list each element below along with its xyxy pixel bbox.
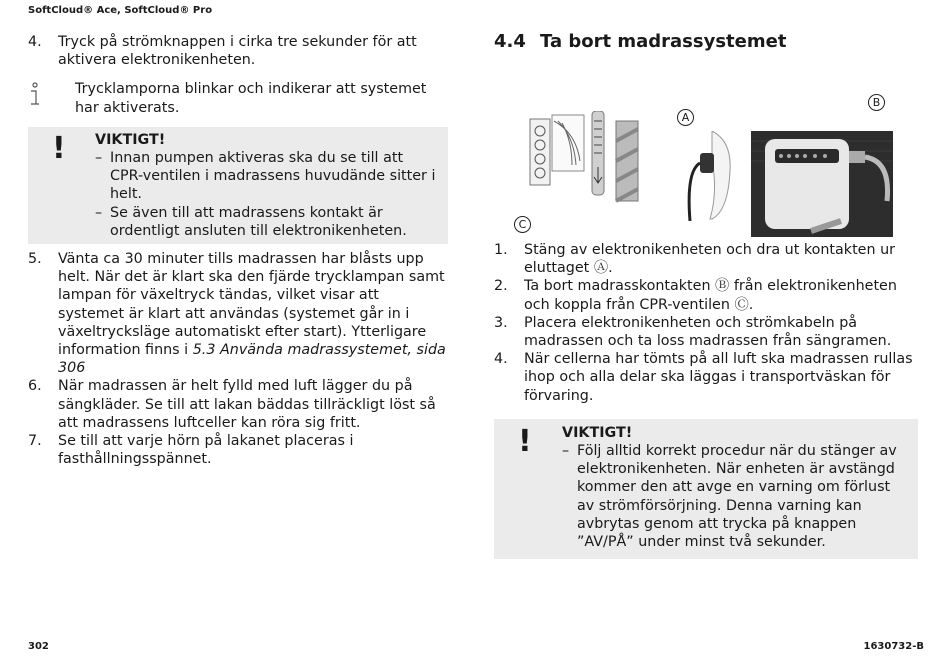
cross-reference-link[interactable]: 5.3 Använda madrassystemet, sida 306 bbox=[58, 342, 446, 377]
step-text: När madrassen är helt fylld med luft lägger du på sängkläder. Se till att lakan bäddas tillräckligt löst så att madrassens luftceller kan röra sig fritt. bbox=[58, 378, 436, 431]
exclamation-icon: ! bbox=[52, 130, 66, 166]
step-text: Vänta ca 30 minuter tills madrassen har blåsts upp helt. När det är klart ska den fjärde trycklampan samt lampan för växeltryck tändas, vilket visar att systemet är klart att användas (systemet går in i växeltrycksläge automatiskt efter start). Ytterligare information finns i bbox=[58, 251, 445, 359]
section-heading bbox=[494, 33, 918, 55]
warning-box bbox=[28, 127, 448, 244]
note-text: Trycklamporna blinkar och indikerar att systemet har aktiverats. bbox=[75, 81, 427, 116]
callout-c: C bbox=[514, 216, 531, 233]
step-text: Tryck på strömknappen i cirka tre sekunder för att aktivera elektronikenheten. bbox=[58, 34, 417, 69]
right-column bbox=[494, 33, 918, 559]
document-number: 1630732-B bbox=[863, 641, 924, 652]
removal-illustration bbox=[494, 65, 918, 231]
warning-title: VIKTIGT! bbox=[95, 131, 166, 148]
step-4 bbox=[28, 33, 448, 69]
warning-box bbox=[494, 419, 918, 559]
exclamation-icon: ! bbox=[518, 423, 532, 459]
control-unit-illustration bbox=[751, 131, 893, 237]
power-plug-illustration bbox=[682, 131, 732, 221]
callout-a: A bbox=[677, 109, 694, 126]
step-6 bbox=[28, 377, 448, 432]
step-7 bbox=[28, 432, 448, 468]
step-5 bbox=[28, 250, 448, 377]
step-number: 5. bbox=[28, 251, 42, 268]
callout-b: B bbox=[868, 94, 885, 111]
step-number: 6. bbox=[28, 378, 42, 395]
list-item: 2. Ta bort madrasskontakten Ⓑ från elektronikenheten och koppla från CPR-ventilen Ⓒ. bbox=[494, 278, 897, 313]
section-number: 4.4 bbox=[494, 31, 526, 52]
step-text: Se till att varje hörn på lakanet placeras i fasthållningsspännet. bbox=[58, 433, 354, 468]
info-icon bbox=[28, 80, 75, 116]
warning-bullet: – Innan pumpen aktiveras ska du se till att CPR-ventilen i madrassens huvudände sitter i helt. bbox=[95, 150, 436, 203]
list-item: 4. När cellerna har tömts på all luft ska madrassen rullas ihop och alla delar ska läggas i transportväskan för förvaring. bbox=[494, 351, 913, 404]
warning-title: VIKTIGT! bbox=[562, 424, 633, 441]
list-item: 1. Stäng av elektronikenheten och dra ut kontakten ur eluttaget Ⓐ. bbox=[494, 242, 896, 277]
running-header: SoftCloud® Ace, SoftCloud® Pro bbox=[28, 5, 213, 16]
cpr-valve-illustration bbox=[516, 111, 646, 211]
step-number: 4. bbox=[28, 34, 42, 50]
list-item: 3. Placera elektronikenheten och strömkabeln på madrassen och ta loss madrassen från sängramen. bbox=[494, 314, 892, 350]
info-note bbox=[28, 80, 448, 116]
removal-steps bbox=[494, 241, 918, 405]
page-number: 302 bbox=[28, 641, 49, 652]
step-number: 7. bbox=[28, 433, 42, 450]
section-title: Ta bort madrassystemet bbox=[540, 31, 787, 52]
left-column bbox=[28, 33, 448, 468]
warning-bullet: – Se även till att madrassens kontakt är ordentligt ansluten till elektronikenheten. bbox=[95, 204, 407, 239]
warning-bullet: – Följ alltid korrekt procedur när du stänger av elektronikenheten. När enheten är avstängd kommer den att avge en varning om förlust av strömförsörjning. Denna varning kan avbrytas genom att trycka på knappen ”AV/PÅ” under minst två sekunder. bbox=[562, 443, 897, 551]
